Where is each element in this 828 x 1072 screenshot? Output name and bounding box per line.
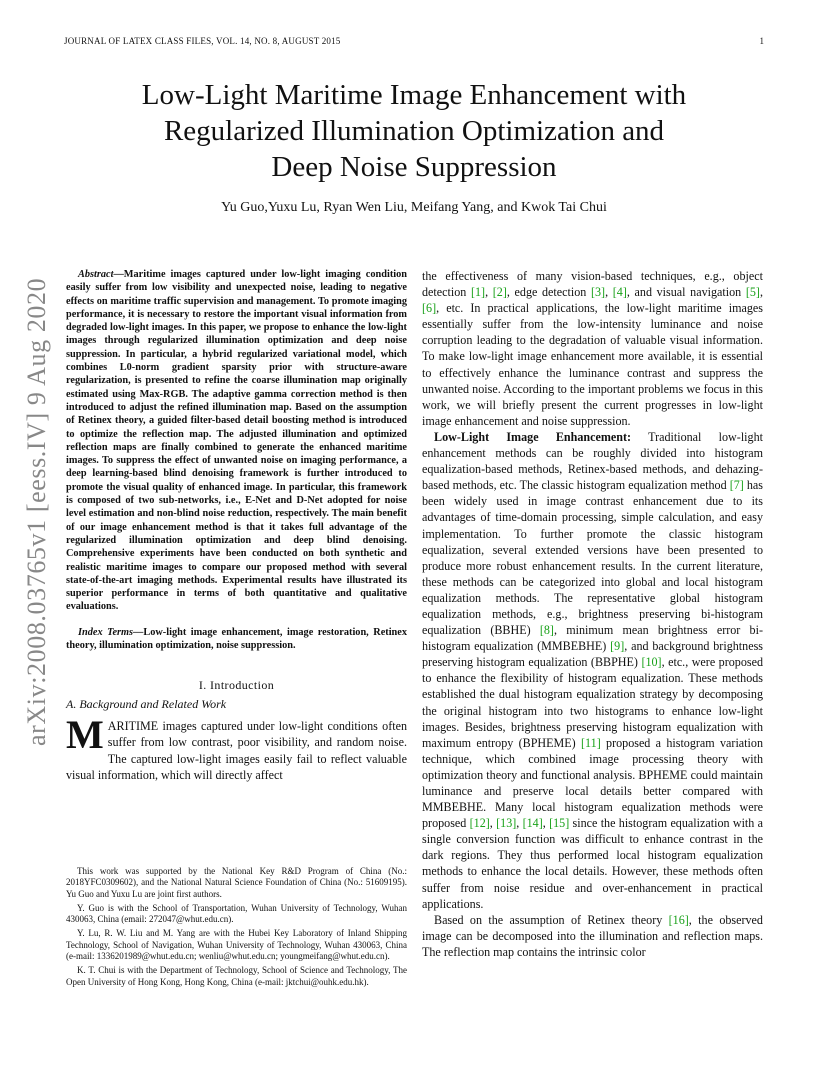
citation-link[interactable]: [9]: [610, 639, 625, 654]
body-paragraph: [422, 912, 763, 960]
citation-link[interactable]: [8]: [539, 623, 554, 638]
text-run: Based on the assumption of Retinex theory: [434, 912, 669, 927]
running-head: JOURNAL OF LATEX CLASS FILES, VOL. 14, NO. 8, AUGUST 2015: [64, 36, 341, 46]
text-run: ,: [759, 285, 763, 300]
citation-link[interactable]: [1]: [470, 285, 486, 300]
text-run: , the observed image can be decomposed into the illumination and reflection maps. The reflection map contains the intrinsic color: [422, 912, 763, 959]
footnote-affiliation: K. T. Chui is with the Department of Technology, School of Science and Technology, The Open University of Hong Kong, Hong Kong, China (e-mail: jktchui@ouhk.edu.hk).: [66, 965, 407, 987]
arxiv-stamp: arXiv:2008.03765v1 [eess.IV] 9 Aug 2020: [22, 277, 51, 747]
citation-link[interactable]: [5]: [745, 285, 760, 300]
footnote-affiliation: Y. Lu, R. W. Liu and M. Yang are with the Hubei Key Laboratory of Inland Shipping Technology, School of Navigation, Wuhan University of Technology, Wuhan 430063, China (e-mail: 1336201989@whut.edu.cn; wenliu@whut.edu.cn; youngmeifang@whut.edu.cn).: [66, 928, 407, 962]
text-run: , etc. In practical applications, the low-light maritime images essentially suffer from the low-intensity luminance and noise corruption leading to the degradation of valuable visual information. To make low-light image enhancement more available, it is essential to effectively enhance the luminance contrast and suppress the unwanted noise. According to the important problems we focus in this work, we will briefly present the current progresses in low-light image enhancement and noise suppression.: [422, 301, 763, 428]
text-run: ,: [485, 285, 493, 300]
text-run: Traditional low-light enhancement methods can be roughly divided into histogram equalization-based methods, Retinex-based methods, and dehazing-based methods, etc. The classic histogram equalization method: [422, 429, 763, 493]
abstract-text: —Maritime images captured under low-light imaging condition easily suffer from low visibility and unexpected noise, leading to negative effects on maritime traffic supervision and management. To promote imaging performance, it is necessary to restore the important visual information from degraded low-light images. In this paper, we propose to enhance the low-light images through regularized illumination optimization and deep noise suppression. In particular, a hybrid regularized variational model, which combines L0-norm gradient sparsity prior with structure-aware regularization, is presented to refine the coarse illumination map originally estimated using Max-RGB. The adaptive gamma correction method is then introduced to adjust the refined illumination map. Based on the assumption of Retinex theory, a guided filter-based detail boosting method is introduced to optimize the reflection map. The adjusted illumination and optimized reflection maps are finally combined to generate the enhanced maritime images. To suppress the effect of unwanted noise on imaging performance, a deep learning-based blind denoising framework is further introduced to promote the visual quality of enhanced image. In particular, this framework is composed of two sub-networks, i.e., E-Net and D-Net adopted for noise level estimation and non-blind noise reduction, respectively. The main benefit of our image enhancement method is that it takes full advantage of the regularized illumination optimization and deep blind denoising. Comprehensive experiments have been conducted on both synthetic and realistic maritime images to compare our proposed method with several state-of-the-art imaging methods. Experimental results have illustrated its superior performance in terms of both quantitative and qualitative evaluations.: [66, 269, 407, 613]
citation-link[interactable]: [12]: [469, 816, 490, 831]
citation-link[interactable]: [10]: [641, 655, 662, 670]
citation-link[interactable]: [7]: [729, 478, 744, 493]
paper-title: Low-Light Maritime Image Enhancement with Regularized Illumination Optimization and Deep Noise Suppression: [141, 79, 687, 183]
drop-cap: M: [66, 712, 104, 758]
citation-link[interactable]: [13]: [496, 816, 517, 831]
abstract: [66, 268, 407, 614]
text-run: , and visual navigation: [626, 285, 746, 300]
text-run: , edge detection: [506, 285, 591, 300]
citation-link[interactable]: [16]: [668, 912, 689, 927]
text-run: ,: [542, 816, 550, 831]
paragraph-runs: [422, 430, 763, 911]
citation-link[interactable]: [6]: [422, 301, 437, 316]
footnote-funding: This work was supported by the National Key R&D Program of China (No.: 2018YFC0309602), and the National Natural Science Foundation of China (No.: 51609195). Yu Guo and Yuxu Lu are joint first authors.: [66, 866, 407, 899]
index-terms: [66, 626, 407, 653]
text-run: , minimum mean brightness error bi-histogram equalization (MMBEBHE): [422, 623, 763, 654]
page-number: 1: [759, 36, 764, 46]
citation-link[interactable]: [11]: [581, 735, 601, 750]
intro-text: ARITIME images captured under low-light conditions often suffer from low contrast, poor visibility, and random noise. The captured low-light images easily fail to reflect valuable visual information, which will directly affect: [66, 719, 407, 782]
text-run: the effectiveness of many vision-based techniques, e.g., object detection: [422, 269, 763, 300]
subsection-heading: A. Background and Related Work: [66, 697, 227, 712]
citation-link[interactable]: [14]: [522, 816, 543, 831]
footnotes: [66, 866, 407, 991]
text-run: ,: [605, 285, 613, 300]
index-terms-label: Index Terms: [78, 626, 134, 638]
right-column: [422, 268, 763, 960]
citation-link[interactable]: [2]: [492, 285, 507, 300]
text-run: , etc., were proposed to enhance the flexibility of histogram equalization. These methods established the dual histogram equalization strategy by decomposing the original histogram into two histograms to enhance low-light images. Besides, brightness preserving histogram equalization with maximum entropy (BPHEME): [422, 655, 764, 750]
body-paragraph: [422, 268, 763, 429]
left-column: [66, 268, 407, 783]
citation-link[interactable]: [4]: [612, 285, 627, 300]
abstract-label: Abstract: [78, 269, 114, 280]
index-terms-text: —Low-light image enhancement, image restoration, Retinex theory, illumination optimization, noise suppression.: [66, 626, 407, 652]
text-run: ,: [516, 816, 523, 831]
author-list: Yu Guo,Yuxu Lu, Ryan Wen Liu, Meifang Yang, and Kwok Tai Chui: [221, 200, 607, 215]
footnote-affiliation: Y. Guo is with the School of Transportation, Wuhan University of Technology, Wuhan 430063, China (email: 272047@whut.edu.cn).: [66, 902, 407, 925]
text-run: proposed a histogram variation technique, which combined image processing theory with optimization theory and functional analysis. BPHEME could maintain luminance and preserve local details better compared with MMBEBHE. Many local histogram equalization methods were proposed: [422, 735, 763, 831]
body-paragraph: [422, 429, 763, 912]
text-run: since the histogram equalization with a single conversion function was difficult to enhance contrast in the dark regions. They thus performed local histogram equalization methods to enhance the local details. However, these methods often suffer from noise residue and over-enhancement in practical applications.: [422, 816, 764, 911]
citation-link[interactable]: [3]: [590, 285, 606, 300]
section-heading: I. Introduction: [198, 678, 275, 693]
runin-heading: Low-Light Image Enhancement:: [434, 429, 632, 444]
text-run: has been widely used in image contrast enhancement due to its advantages of time-domain processing, simple calculation, and easy implementation. To further promote the classic histogram equalization, several extended versions have been presented to produce more robust enhancement results. In the current literature, these methods can be categorized into global and local histogram equalization methods. The representative global histogram equalization methods, e.g., brightness preserving bi-histogram equalization (BBHE): [422, 478, 763, 638]
text-run: ,: [489, 816, 497, 831]
citation-link[interactable]: [15]: [549, 816, 570, 831]
text-run: , and background brightness preserving histogram equalization (BBPHE): [422, 639, 763, 670]
intro-paragraph: [66, 712, 407, 782]
